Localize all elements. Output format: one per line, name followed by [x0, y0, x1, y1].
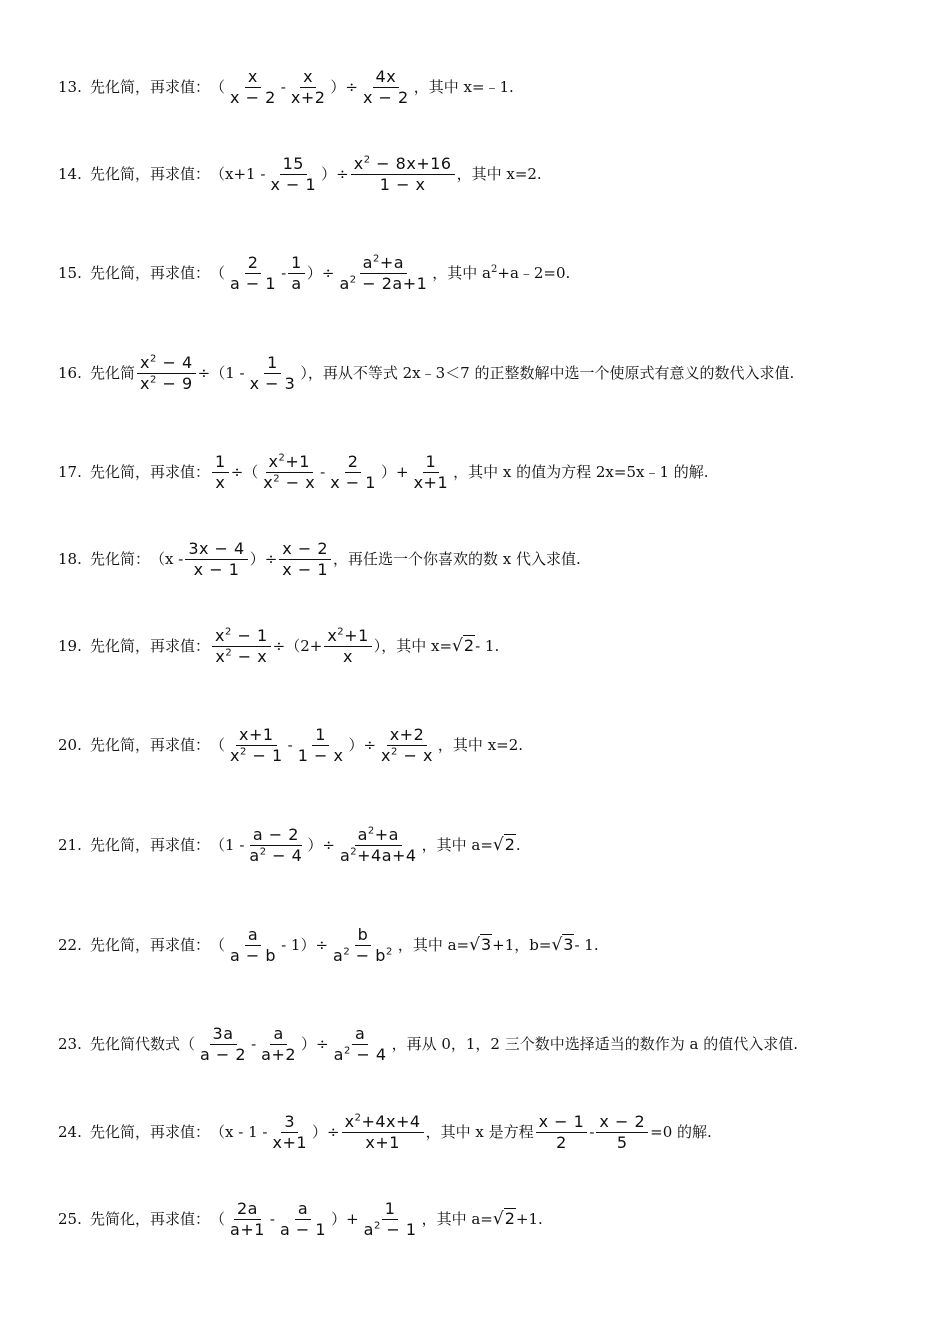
fraction-numerator: $x^2 - 1$ — [212, 628, 271, 647]
fraction-denominator: 1 − x — [379, 174, 426, 194]
problem-text: （ — [210, 735, 226, 754]
problem-text: 先化简，再求值： — [90, 263, 211, 282]
fraction-denominator: a — [291, 273, 302, 293]
problem-text: 先化简 — [90, 363, 136, 382]
square-root — [452, 635, 475, 656]
fraction-denominator: $x^2 - 9$ — [140, 373, 193, 393]
fraction-numerator: x − 2 — [596, 1114, 648, 1133]
fraction-denominator: x — [215, 472, 226, 492]
fraction-numerator: 2 — [345, 454, 362, 473]
fraction-denominator: $a^2 - 4$ — [333, 1044, 387, 1064]
fraction-denominator: a − 2 — [200, 1044, 247, 1064]
radicand: 2 — [504, 1208, 515, 1228]
fraction — [378, 724, 436, 765]
fraction-denominator: $x^2 - x$ — [263, 472, 316, 492]
fraction — [331, 1023, 390, 1064]
problem-text: ）+ — [380, 462, 409, 481]
problem-text: ，其中 x=2. — [456, 164, 542, 183]
fraction — [327, 451, 379, 492]
problem-text: 先化简，再求值： — [90, 735, 211, 754]
problem-23 — [58, 1022, 798, 1066]
fraction-denominator: $a^2+4a+4$ — [339, 845, 417, 865]
problem-text: ，其中 x 的值为方程 2x=5x﹣1 的解. — [453, 462, 709, 481]
fraction-denominator: x − 1 — [193, 559, 240, 579]
problem-text: - — [320, 462, 326, 481]
problem-text: （ — [210, 263, 226, 282]
fraction-numerator: 1 — [264, 355, 281, 374]
fraction-denominator: x − 1 — [270, 174, 317, 194]
problem-number: 22. — [58, 935, 82, 954]
problem-text: - — [589, 1122, 595, 1141]
problem-text: ），再从不等式 2x﹣3＜7 的正整数解中选一个使原式有意义的数代入求值. — [300, 363, 795, 382]
fraction — [227, 924, 279, 965]
fraction-denominator: $x^2 - x$ — [381, 745, 433, 765]
fraction — [227, 724, 286, 765]
problem-text: ）÷ — [301, 1034, 329, 1053]
problem-14 — [58, 152, 542, 196]
fraction-denominator: a+1 — [230, 1219, 265, 1239]
fraction-denominator: 5 — [616, 1132, 628, 1152]
fraction-denominator: x+1 — [272, 1132, 308, 1152]
fraction-denominator: $x^2 - x$ — [215, 646, 268, 666]
problem-text: （ — [210, 77, 226, 96]
fraction-numerator: 3a — [210, 1026, 237, 1045]
fraction-denominator: x — [343, 646, 354, 666]
fraction-numerator: x+1 — [236, 727, 277, 746]
fraction — [337, 824, 420, 865]
fraction-denominator: x+1 — [365, 1132, 400, 1152]
fraction-numerator: $x^2+4x+4$ — [342, 1114, 424, 1133]
fraction — [246, 824, 305, 865]
problem-text: ），其中 x= — [373, 636, 453, 655]
problem-text: （1 - — [210, 835, 245, 854]
problem-text: ，再从 0，1，2 三个数中选择适当的数作为 a 的值代入求值. — [391, 1034, 798, 1053]
fraction — [227, 1198, 268, 1239]
fraction-denominator: $a^2 - 2a+1$ — [339, 273, 428, 293]
fraction-denominator: a − 1 — [280, 1219, 327, 1239]
fraction — [279, 538, 331, 579]
problem-text: 先化简，再求值： — [90, 935, 211, 954]
fraction-numerator: 1 — [423, 454, 440, 473]
fraction-denominator: a − b — [230, 945, 277, 965]
fraction — [137, 352, 196, 393]
fraction-denominator: $a^2 - b^2$ — [333, 945, 393, 965]
problem-text: 先化简，再求值： — [90, 462, 211, 481]
fraction-numerator: a — [352, 1026, 368, 1045]
problem-25 — [58, 1197, 543, 1241]
problem-text: - — [280, 77, 286, 96]
problem-19 — [58, 624, 499, 668]
fraction-numerator: 3x − 4 — [185, 541, 247, 560]
fraction-numerator: a − 2 — [250, 827, 302, 846]
fraction-numerator: $a^2+a$ — [355, 827, 402, 846]
fraction-numerator: 1 — [212, 454, 229, 473]
fraction — [185, 538, 247, 579]
problem-text: 先化简，再求值： — [90, 1122, 211, 1141]
problem-text: （x+1 - — [210, 164, 266, 183]
radicand: 2 — [463, 635, 475, 655]
fraction-numerator: x − 1 — [536, 1114, 588, 1133]
problem-text: =0 的解. — [650, 1122, 712, 1141]
fraction-numerator: 3 — [281, 1114, 298, 1133]
fraction — [212, 625, 271, 666]
problem-text: +1. — [515, 1209, 543, 1228]
problem-number: 18. — [58, 549, 82, 568]
fraction — [258, 1023, 299, 1064]
radical-sign-icon: √ — [452, 635, 463, 656]
fraction — [324, 625, 371, 666]
problem-21 — [58, 823, 521, 867]
fraction-numerator: 2 — [245, 255, 262, 274]
problem-text: ，其中 x=﹣1. — [413, 77, 514, 96]
fraction — [336, 252, 430, 293]
problem-number: 23. — [58, 1034, 82, 1053]
problem-text: ，再任选一个你喜欢的数 x 代入求值. — [333, 549, 581, 568]
problem-number: 15. — [58, 263, 82, 282]
problem-text: ）÷ — [312, 1122, 340, 1141]
radical-sign-icon: √ — [551, 934, 563, 955]
fraction — [247, 352, 299, 393]
fraction-denominator: x − 1 — [282, 559, 329, 579]
fraction-denominator: $a^2 - 1$ — [363, 1219, 417, 1239]
problem-text: - — [269, 1209, 275, 1228]
fraction — [269, 1111, 310, 1152]
fraction-denominator: 2 — [556, 1132, 567, 1152]
fraction — [227, 252, 279, 293]
fraction — [197, 1023, 249, 1064]
problem-15 — [58, 251, 570, 295]
problem-20 — [58, 723, 523, 767]
problem-text: 先化简，再求值： — [90, 636, 211, 655]
problem-text: ）÷ — [306, 263, 335, 282]
problem-text: ÷（1 - — [197, 363, 245, 382]
fraction-numerator: x — [245, 69, 261, 88]
square-root — [551, 934, 574, 955]
fraction — [596, 1111, 648, 1152]
fraction — [536, 1111, 588, 1152]
fraction — [361, 1198, 420, 1239]
fraction-numerator: $x^2 - 8x+16$ — [351, 156, 455, 175]
problem-text: - — [287, 735, 293, 754]
radicand: 3 — [480, 934, 492, 954]
problem-17 — [58, 450, 709, 494]
fraction-numerator: 1 — [288, 255, 305, 274]
problem-text: ，其中 x 是方程 — [425, 1122, 534, 1141]
fraction-numerator: 2a — [234, 1201, 261, 1220]
problem-number: 14. — [58, 164, 82, 183]
fraction-denominator: x − 1 — [330, 472, 376, 492]
fraction — [330, 924, 396, 965]
problem-text: - 1. — [475, 636, 500, 655]
fraction-denominator: x − 2 — [230, 87, 276, 107]
fraction-numerator: a — [245, 927, 261, 946]
fraction — [227, 66, 279, 107]
fraction — [360, 66, 412, 107]
problem-18 — [58, 537, 581, 581]
problem-number: 21. — [58, 835, 82, 854]
fraction-numerator: $x^2 - 4$ — [137, 355, 196, 374]
problem-24 — [58, 1110, 712, 1154]
fraction — [277, 1198, 329, 1239]
problem-number: 16. — [58, 363, 82, 382]
problem-text: 先化简，再求值： — [90, 835, 211, 854]
radicand: 3 — [563, 934, 574, 954]
fraction-numerator: x − 2 — [279, 541, 331, 560]
fraction-numerator: $x^2+1$ — [266, 454, 313, 473]
problem-text: ）+ — [331, 1209, 359, 1228]
square-root — [492, 1208, 516, 1229]
fraction — [212, 451, 229, 492]
problem-22 — [58, 923, 599, 967]
problem-number: 20. — [58, 735, 82, 754]
radical-sign-icon: √ — [469, 934, 480, 955]
problem-text: - — [281, 263, 287, 282]
square-root — [469, 934, 492, 955]
problem-text: 先简化，再求值： — [90, 1209, 211, 1228]
fraction — [260, 451, 318, 492]
problem-number: 19. — [58, 636, 82, 655]
problem-text: ）÷ — [330, 77, 358, 96]
problem-text: ）÷ — [249, 549, 278, 568]
problem-text: ÷（2+ — [272, 636, 323, 655]
fraction — [267, 153, 319, 194]
fraction-numerator: b — [355, 927, 372, 946]
fraction-denominator: $x^2 - 1$ — [230, 745, 283, 765]
fraction-numerator: 1 — [312, 727, 329, 746]
problem-text: （ — [210, 1209, 226, 1228]
problem-text: ，其中 a= — [397, 935, 470, 954]
problem-text: 先化简，再求值： — [90, 164, 211, 183]
problem-text: - 1. — [574, 935, 599, 954]
fraction-denominator: x − 3 — [249, 373, 296, 393]
fraction-denominator: a+2 — [261, 1044, 297, 1064]
problem-number: 24. — [58, 1122, 82, 1141]
problem-text: ）÷ — [348, 735, 377, 754]
problem-text: . — [515, 835, 521, 854]
radicand: 2 — [504, 834, 515, 854]
square-root — [492, 834, 516, 855]
radical-sign-icon: √ — [492, 1208, 504, 1229]
problem-text: 先化简代数式（ — [90, 1034, 196, 1053]
fraction — [295, 724, 347, 765]
fraction-denominator: x+1 — [413, 472, 449, 492]
problem-16 — [58, 351, 794, 395]
fraction-numerator: 1 — [382, 1201, 399, 1220]
problem-text: - 1）÷ — [281, 935, 329, 954]
problem-text: ）÷ — [307, 835, 335, 854]
problem-text: 先化简，再求值： — [90, 77, 211, 96]
problem-text: +1，b= — [492, 935, 552, 954]
fraction-numerator: x+2 — [387, 727, 428, 746]
problem-text: ）÷ — [321, 164, 349, 183]
fraction — [342, 1111, 424, 1152]
problem-text: ，其中 a= — [421, 1209, 493, 1228]
problem-text: （x - 1 - — [210, 1122, 268, 1141]
fraction-numerator: $a^2+a$ — [360, 255, 407, 274]
radical-sign-icon: √ — [492, 834, 504, 855]
fraction-numerator: a — [270, 1026, 286, 1045]
problem-text: （x - — [150, 549, 184, 568]
problem-number: 25. — [58, 1209, 82, 1228]
fraction — [288, 66, 329, 107]
problem-text: - — [251, 1034, 257, 1053]
problem-text: ，其中 a= — [421, 835, 493, 854]
fraction-denominator: $a^2 - 4$ — [249, 845, 303, 865]
fraction-denominator: x+2 — [290, 87, 326, 107]
problem-number: 13. — [58, 77, 82, 96]
fraction-numerator: x — [300, 69, 316, 88]
problem-text: ，其中 x=2. — [437, 735, 524, 754]
fraction-numerator: $x^2+1$ — [324, 628, 371, 647]
fraction-numerator: 4x — [373, 69, 400, 88]
problem-text: ，其中 $a^2+a﹣2=0$. — [432, 263, 571, 282]
fraction-numerator: 15 — [280, 156, 307, 175]
fraction-denominator: a − 1 — [230, 273, 277, 293]
fraction-denominator: x − 2 — [362, 87, 409, 107]
fraction — [288, 252, 305, 293]
problem-text: 先化简： — [90, 549, 151, 568]
fraction — [351, 153, 455, 194]
fraction-numerator: a — [295, 1201, 311, 1220]
problem-number: 17. — [58, 462, 82, 481]
fraction — [411, 451, 452, 492]
problem-text: （ — [210, 935, 226, 954]
fraction-denominator: 1 − x — [297, 745, 344, 765]
problem-text: ÷（ — [230, 462, 259, 481]
problem-13 — [58, 65, 514, 109]
